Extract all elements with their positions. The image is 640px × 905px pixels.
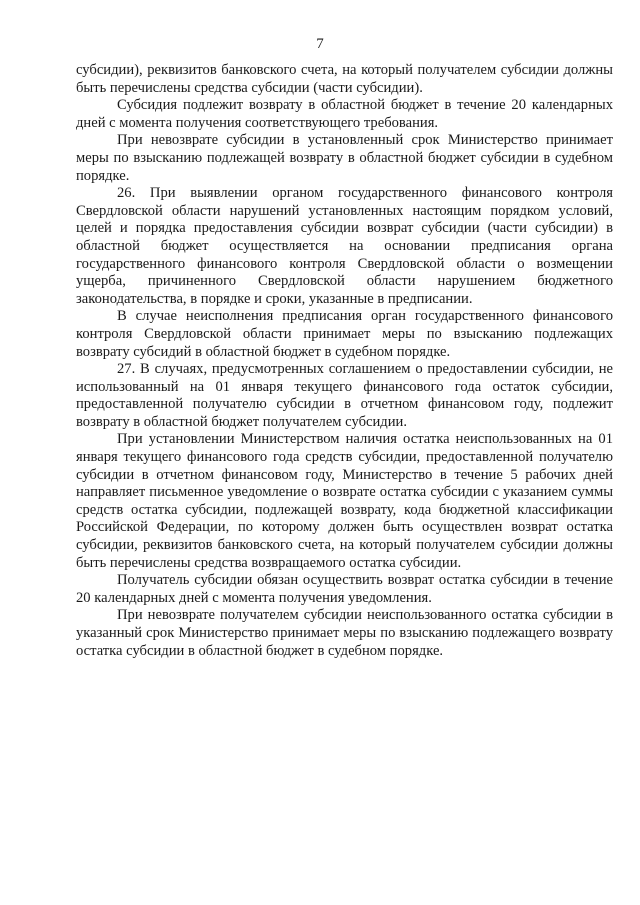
paragraph-refund-deadline: Субсидия подлежит возврату в областной бюджет в течение 20 календарных дней с момента получения соответствующего требования. — [76, 97, 613, 131]
paragraph-continuation: субсидии), реквизитов банковского счета, на который получателем субсидии должны быть перечислены средства субсидии (части субсидии). — [76, 62, 613, 96]
paragraph-remainder-enforcement: При невозврате получателем субсидии неиспользованного остатка субсидии в указанный срок Министерство принимает меры по взысканию подлежащего возврату остатка субсидии в областной бюджет в судебном порядке. — [76, 607, 613, 659]
paragraph-clause-26: 26. При выявлении органом государственного финансового контроля Свердловской области нарушений установленных настоящим порядком условий, целей и порядка предоставления субсидии возврат субсидии (части субсидии) в областной бюджет осуществляется на основании предписания органа государственного финансового контроля Свердловской области о возмещении ущерба, причиненного Свердловской области нарушением бюджетного законодательства, в порядке и сроки, указанные в предписании. — [76, 185, 613, 307]
paragraph-order-noncompliance: В случае неисполнения предписания орган государственного финансового контроля Свердловской области принимает меры по взысканию подлежащих возврату субсидий в областной бюджет в судебном порядке. — [76, 308, 613, 360]
paragraph-refund-enforcement: При невозврате субсидии в установленный срок Министерство принимает меры по взысканию подлежащей возврату в областной бюджет субсидии в судебном порядке. — [76, 132, 613, 184]
paragraph-remainder-notice: При установлении Министерством наличия остатка неиспользованных на 01 января текущего финансового года средств субсидии, предоставленной получателю субсидии в отчетном финансовом году, Министерство в течение 5 рабочих дней направляет письменное уведомление о возврате остатка субсидии с указанием суммы средств остатка субсидии, подлежащей возврату, кода бюджетной классификации Российской Федерации, по которому должен быть осуществлен возврат остатка субсидии, реквизитов банковского счета, на который получателем субсидии должны быть перечислены средства возвращаемого остатка субсидии. — [76, 431, 613, 571]
paragraph-remainder-deadline: Получатель субсидии обязан осуществить возврат остатка субсидии в течение 20 календарных дней с момента получения уведомления. — [76, 572, 613, 606]
paragraph-clause-27: 27. В случаях, предусмотренных соглашением о предоставлении субсидии, не использованный на 01 января текущего финансового года остаток субсидии, предоставленной получателю субсидии в отчетном финансовом году, подлежит возврату в областной бюджет получателем субсидии. — [76, 361, 613, 430]
document-body — [76, 62, 613, 660]
page-number: 7 — [316, 36, 324, 52]
